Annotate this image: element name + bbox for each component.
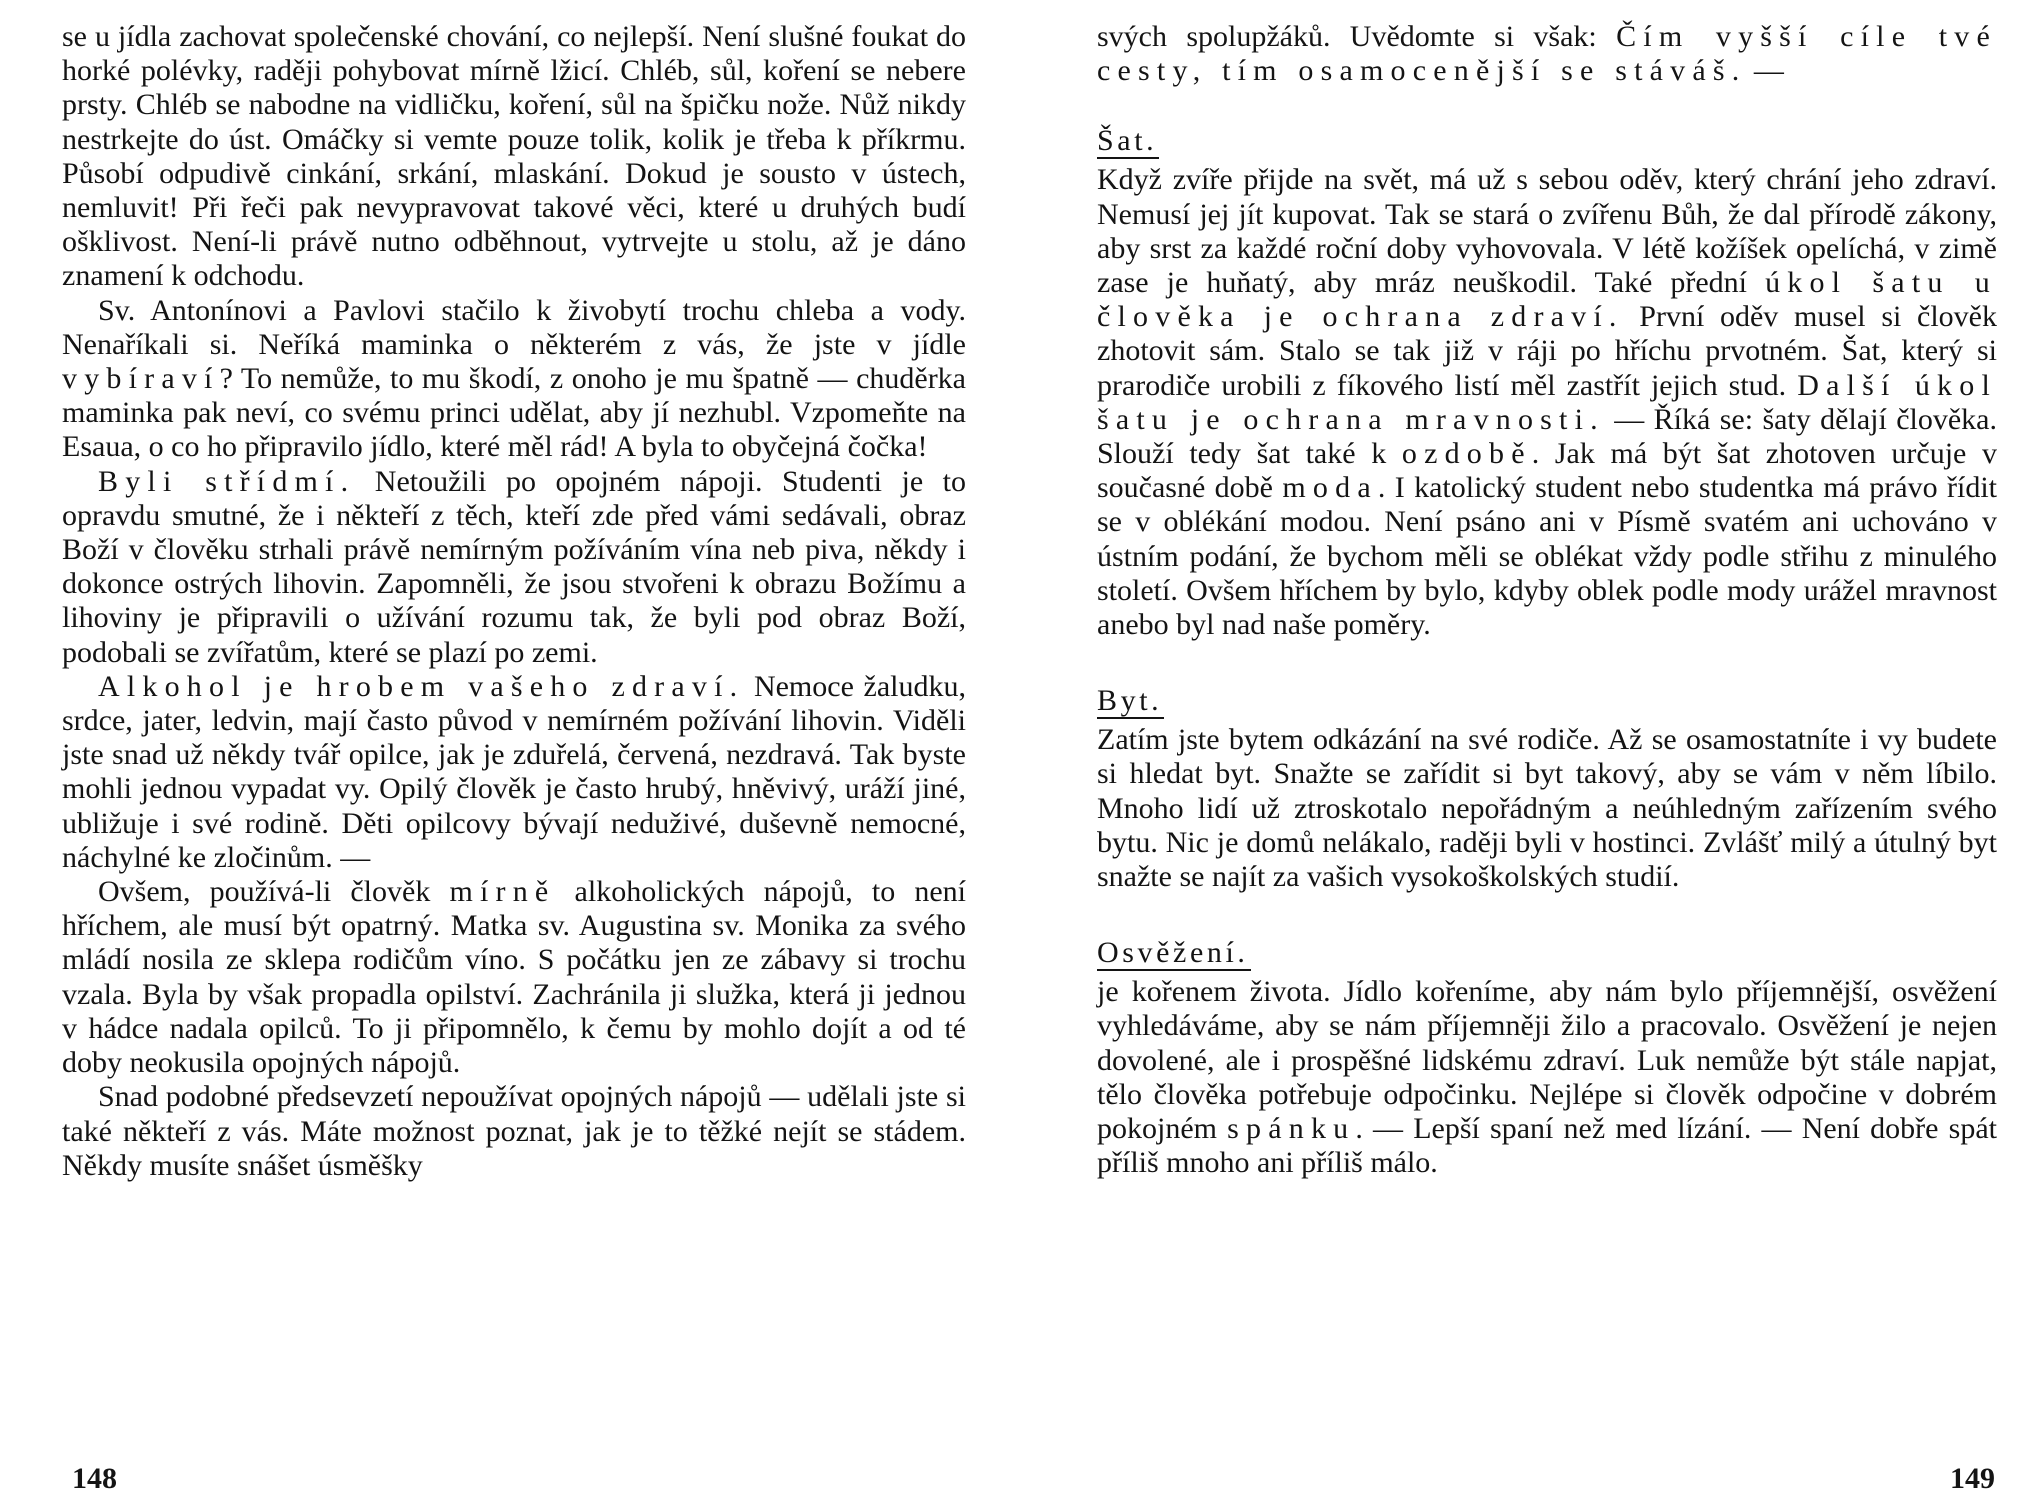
left-page — [62, 20, 966, 1500]
sat-text-a: Když zvíře přijde na svět, má už s sebou oděv, který chrání jeho zdraví. Nemusí jej jít kupovat. Tak se stará o zvířenu Bůh, že dal přírodě zákony, aby srst za každé roční doby vyhovovala. V létě kožíšek opelíchá, v zimě zase je huňatý, aby mráz neuškodil. Také přední — [1097, 163, 1997, 300]
section-byt-body: Zatím jste bytem odkázání na své rodiče. Až se osamostatníte i vy budete si hledat byt. Snažte se zařídit si byt takový, aby se vám v něm líbilo. Mnoho lidí už ztroskotalo nepořádným a neúhledným zařízením svého bytu. Nic je domů nelákalo, raději byli v hostinci. Zvlášť milý a útulný byt snažte se najít za vašich vysokoškolských studií. — [1097, 723, 1997, 894]
left-p3-text: Netoužili po opojném nápoji. Studenti je to opravdu smutné, že i někteří z těch, kteří zde před vámi sedávali, obraz Boží v člověku strhali právě nemírným požíváním vína neb piva, někdy i dokonce ostrých lihovin. Zapomněli, že jsou stvořeni k obrazu Božímu a lihoviny je připravili o užívání rozumu tak, že byli pod obraz Boží, podobali se zvířatům, které se plazí po zemi. — [62, 464, 966, 669]
section-sat-body — [1097, 163, 1997, 642]
section-osvezeni-body — [1097, 975, 1997, 1180]
right-page — [1097, 20, 1997, 1500]
sat-text-c: — Říká se: šaty dělají člověka. Slouží tedy šat také k — [1097, 402, 1997, 471]
sat-spaced-1: úkol šatu u člověka je ochrana zdraví. — [1097, 266, 1997, 334]
left-p3-spaced: Byli střídmí. — [98, 464, 356, 498]
right-paragraph-0 — [1097, 20, 1997, 88]
sat-text-d: . Jak má být šat zhotoven určuje v současné době — [1097, 437, 1997, 505]
left-p4-text: Nemoce žaludku, srdce, jater, ledvin, mají často původ v nemírném požívání lihovin. Viděli jste snad už někdy tvář opilce, jak je zduřelá, červená, nezdravá. Tak byste mohli jednou vypadat vy. Opilý člověk je často hrubý, hněvivý, uráží jiné, ubližuje i své rodině. Děti opilcovy bývají neduživé, duševně nemocné, náchylné ke zločinům. — — [62, 669, 966, 874]
right-p0-text-b: — — [1746, 54, 1784, 88]
right-p0-spaced: Čím vyšší cíle tvé cesty, tím osamocenější se stáváš. — [1097, 20, 1997, 88]
sat-spaced-3: ozdobě — [1401, 437, 1532, 471]
osv-spaced: spánku — [1227, 1112, 1356, 1146]
left-p5-spaced: mírně — [449, 875, 556, 909]
osv-text-b: . — Lepší spaní než med lízání. — Není dobře spát příliš mnoho ani příliš málo. — [1097, 1112, 1997, 1180]
left-paragraph-6: Snad podobné předsevzetí nepoužívat opojných nápojů — udělali jste si také někteří z vás. Máte možnost poznat, jak je to těžké nejít se stádem. Někdy musíte snášet úsměšky — [62, 1080, 966, 1182]
section-heading-byt: Byt. — [1097, 684, 1163, 718]
left-p5-text-a: Ovšem, používá-li člověk — [98, 875, 450, 909]
osv-text-a: je kořenem života. Jídlo kořeníme, aby nám bylo příjemnější, osvěžení vyhledáváme, aby se nám příjemněji žilo a pracovalo. Osvěžení je nejen dovolené, ale i prospěšné lidskému zdraví. Luk nemůže být stále napjat, tělo člověka potřebuje odpočinku. Nejlépe si člověk odpočine v dobrém pokojném — [1097, 975, 1997, 1146]
left-p2-text-a: Sv. Antonínovi a Pavlovi stačilo k živobytí trochu chleba a vody. Nenaříkali si. Neříká maminka o některém z vás, že jste v jídle — [62, 293, 966, 361]
section-heading-byt-row — [1097, 684, 1997, 723]
left-paragraph-4 — [62, 670, 966, 875]
left-p2-spaced: vybíraví — [62, 362, 220, 396]
page-number-right: 149 — [1950, 1462, 1995, 1495]
sat-text-e: . I katolický student nebo studentka má právo řídit se v oblékání modou. Není psáno ani v Písmě svatém ani uchováno v ústním podání, že bychom měli se oblékat vždy podle střihu z minulého století. Ovšem hříchem by bylo, kdyby oblek podle mody urážel mravnost anebo byl nad naše poměry. — [1097, 471, 1997, 642]
left-p2-text-b: ? To nemůže, to mu škodí, z onoho je mu špatně — chuděrka maminka pak neví, co svému princi udělat, aby jí nezhubl. Vzpomeňte na Esaua, o co ho připravilo jídlo, které měl rád! A byla to obyčejná čočka! — [62, 362, 966, 464]
sat-spaced-4: moda — [1282, 471, 1378, 505]
section-heading-sat-row — [1097, 124, 1997, 163]
left-paragraph-3 — [62, 465, 966, 670]
left-p4-spaced: Alkohol je hrobem vašeho zdraví. — [98, 669, 745, 703]
left-paragraph-5 — [62, 875, 966, 1080]
left-paragraph-1: se u jídla zachovat společenské chování, co nejlepší. Není slušné foukat do horké polévky, raději pohybovat mírně lžicí. Chléb, sůl, koření se nebere prsty. Chléb se nabodne na vidličku, koření, sůl na špičku nože. Nůž nikdy nestrkejte do úst. Omáčky si vemte pouze tolik, kolik je třeba k příkrmu. Působí odpudivě cinkání, srkání, mlaskání. Dokud je sousto v ústech, nemluvit! Při řeči pak nevypravovat takové věci, které u druhých budí ošklivost. Není-li právě nutno odběhnout, vytrvejte u stolu, až je dáno znamení k odchodu. — [62, 20, 966, 293]
sat-spaced-2: Další úkol šatu je ochrana mravnosti. — [1097, 368, 1997, 436]
section-heading-osvezeni: Osvěžení. — [1097, 936, 1249, 970]
left-paragraph-2 — [62, 294, 966, 465]
sat-text-b: První oděv musel si člověk zhotovit sám. Stalo se tak již v ráji po hříchu prvotném. Šat, který si prarodiče urobili z fíkového listí měl zastřít jejich stud. — [1097, 300, 1997, 402]
left-p5-text-b: alkoholických nápojů, to není hříchem, ale musí být opatrný. Matka sv. Augustina sv. Monika za svého mládí nosila ze sklepa rodičům víno. S počátku jen ze zábavy si trochu vzala. Byla by však propadla opilství. Zachránila ji služka, která ji jednou v hádce nadala opilců. To ji připomnělo, k čemu by mohlo dojít a od té doby neokusila opojných nápojů. — [62, 875, 966, 1080]
section-heading-sat: Šat. — [1097, 124, 1158, 158]
right-p0-text-a: svých spolupžáků. Uvědomte si však: — [1097, 20, 1617, 53]
section-heading-osvezeni-row — [1097, 936, 1997, 975]
page-number-left: 148 — [72, 1462, 117, 1495]
